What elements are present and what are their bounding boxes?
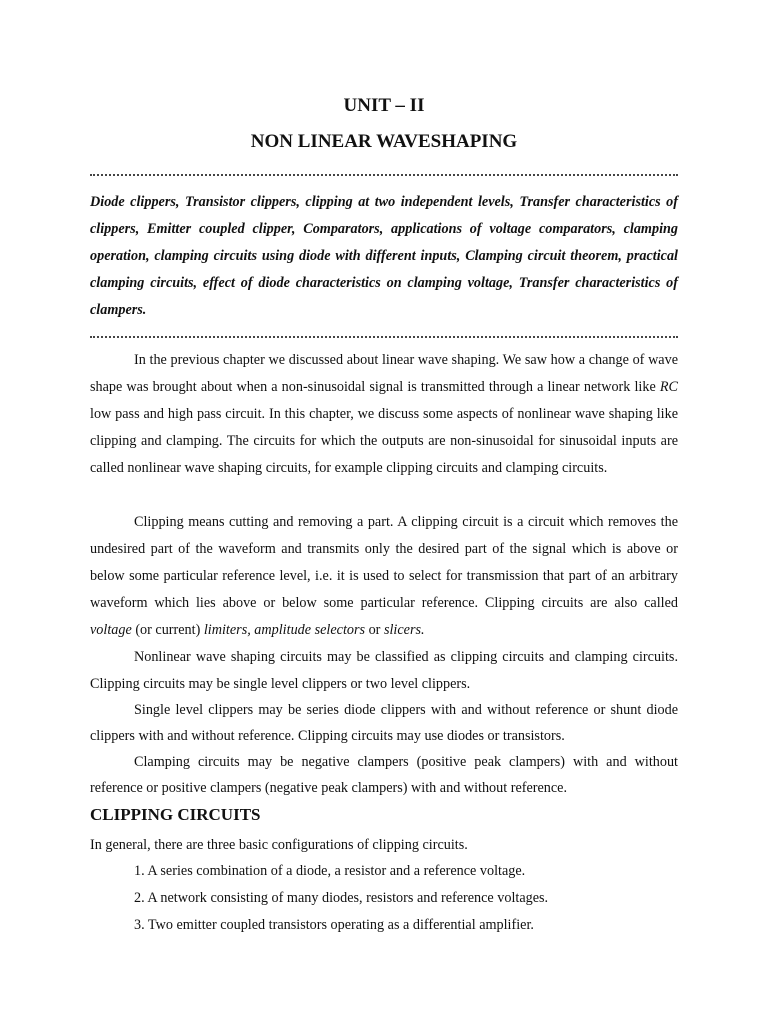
unit-heading: UNIT – II [343, 95, 425, 116]
paragraph-text: Clipping means cutting and removing a part. A clipping circuit is a circuit which removes the undesired part of the waveform and transmits only the desired part of the signal which is above or below some particular reference level, i.e. it is used to select for transmission that part of an arbitrary waveform which lies above or below some particular reference. Clipping circuits are also called [90, 514, 678, 611]
paragraph-emphasis: slicers. [383, 622, 425, 638]
section-heading: CLIPPING CIRCUITS [90, 805, 261, 824]
paragraph-text: In the previous chapter we discussed about linear wave shaping. We saw how a change of wave shape was brought about when a non-sinusoidal signal is transmitted through a linear network like [90, 352, 678, 395]
topics-summary: Diode clippers, Transistor clippers, clipping at two independent levels, Transfer characteristics of clippers, Emitter coupled clipper, Comparators, applications of voltage comparators, clamping operation, clamping circuits using diode with different inputs, Clamping circuit theorem, practical clamping circuits, effect of diode characteristics on clamping voltage, Transfer characteristics of clampers. [90, 194, 678, 318]
paragraph-clamping: Clamping circuits may be negative clampers (positive peak clampers) with and without reference or positive clampers (negative peak clampers) with and without reference. [90, 754, 678, 796]
list-item: 2. A network consisting of many diodes, resistors and reference voltages. [134, 890, 549, 906]
dotted-divider-bottom [90, 336, 678, 340]
list-item: 1. A series combination of a diode, a resistor and a reference voltage. [134, 863, 526, 879]
dotted-divider-top [90, 174, 678, 178]
section-intro: In general, there are three basic configurations of clipping circuits. [90, 837, 468, 853]
chapter-title: NON LINEAR WAVESHAPING [250, 131, 518, 152]
paragraph-text: or [365, 622, 384, 638]
paragraph-text: low pass and high pass circuit. In this chapter, we discuss some aspects of nonlinear wave shaping like clipping and clamping. The circuits for which the outputs are non-sinusoidal for sinusoidal inputs are called nonlinear wave shaping circuits, for example clipping circuits and clamping circuits. [90, 406, 678, 476]
paragraph-clipping-definition [90, 509, 678, 644]
paragraph-classification: Nonlinear wave shaping circuits may be classified as clipping circuits and clamping circuits. Clipping circuits may be single level clippers or two level clippers. [90, 649, 678, 692]
paragraph-linear-intro [90, 347, 678, 482]
list-item: 3. Two emitter coupled transistors operating as a differential amplifier. [134, 917, 534, 933]
paragraph-emphasis: voltage [90, 622, 132, 638]
paragraph-single-level: Single level clippers may be series diode clippers with and without reference or shunt diode clippers with and without reference. Clipping circuits may use diodes or transistors. [90, 702, 678, 744]
paragraph-emphasis: RC [659, 379, 678, 395]
paragraph-text: (or current) [131, 622, 204, 638]
configuration-list [134, 860, 678, 941]
paragraph-emphasis: limiters, amplitude selectors [203, 622, 366, 638]
